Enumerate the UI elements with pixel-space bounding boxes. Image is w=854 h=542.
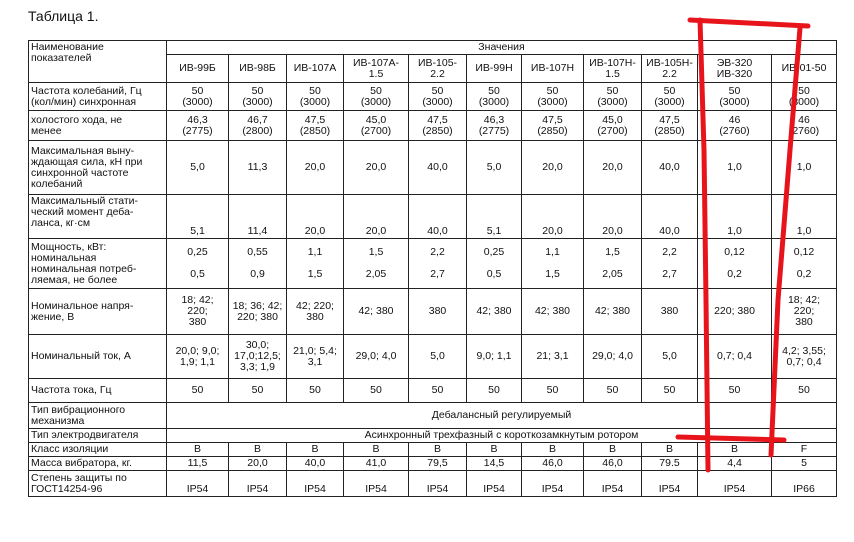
row-cell: 30,0; 17,0;12,5; 3,3; 1,9 — [229, 335, 287, 379]
model-header-cell: ИВ-107Н — [522, 55, 584, 83]
header-param: Наименование показателей — [29, 41, 167, 83]
row-cell: 45,0 (2700) — [344, 111, 409, 141]
row-cell: 1,0 — [698, 195, 772, 239]
row-cell: 41,0 — [344, 457, 409, 471]
row-cell: 11,5 — [167, 457, 229, 471]
row-cell: 20,0 — [287, 195, 344, 239]
row-cell: 50 — [409, 379, 467, 403]
row-cell: IP54 — [409, 471, 467, 497]
row-cell: 380 — [642, 289, 698, 335]
model-header-cell: ИВ-107А- 1.5 — [344, 55, 409, 83]
row-cell: 42; 380 — [522, 289, 584, 335]
row-cell: 50 — [229, 379, 287, 403]
row-cell: 0,7; 0,4 — [698, 335, 772, 379]
row-cell: 50 (3000) — [167, 83, 229, 111]
row-cell: 4,2; 3,55; 0,7; 0,4 — [772, 335, 837, 379]
row-cell: 5,1 — [167, 195, 229, 239]
row-cell: 45,0 (2700) — [584, 111, 642, 141]
row-cell: 20,0 — [229, 457, 287, 471]
row-cell: 9,0; 1,1 — [467, 335, 522, 379]
row-cell: IP54 — [167, 471, 229, 497]
row-cell: 20,0 — [522, 195, 584, 239]
row-label: холостого хода, не менее — [29, 111, 167, 141]
row-cell: B — [522, 443, 584, 457]
row-cell: B — [698, 443, 772, 457]
row-cell: IP54 — [698, 471, 772, 497]
row-cell: 50 (3000) — [698, 83, 772, 111]
row-cell: 5,0 — [642, 335, 698, 379]
row-cell: 0,55 0,9 — [229, 239, 287, 289]
row-cell: 40,0 — [287, 457, 344, 471]
table-row — [29, 83, 837, 111]
row-cell: 79.5 — [642, 457, 698, 471]
row-cell: 46 (2760) — [772, 111, 837, 141]
row-cell: 5,0 — [467, 141, 522, 195]
row-cell: 5,0 — [409, 335, 467, 379]
row-cell: 50 (3000) — [287, 83, 344, 111]
table-row — [29, 457, 837, 471]
row-cell: 29,0; 4,0 — [584, 335, 642, 379]
row-cell: 1,5 2,05 — [584, 239, 642, 289]
row-cell: 20,0 — [584, 195, 642, 239]
row-cell: 18; 42; 220; 380 — [772, 289, 837, 335]
table-row — [29, 195, 837, 239]
row-cell: 0,25 0,5 — [467, 239, 522, 289]
row-cell: 40,0 — [642, 195, 698, 239]
table-row — [29, 443, 837, 457]
table-row — [29, 379, 837, 403]
row-cell: 1,0 — [698, 141, 772, 195]
row-cell: 2,2 2,7 — [409, 239, 467, 289]
row-label: Максимальная выну- ждающая сила, кН при синхронной частоте колебаний — [29, 141, 167, 195]
row-cell: 5 — [772, 457, 837, 471]
model-header-cell: ИВ-98Б — [229, 55, 287, 83]
row-cell: 46 (2760) — [698, 111, 772, 141]
row-cell: B — [344, 443, 409, 457]
row-cell: F — [772, 443, 837, 457]
row-cell: 42; 380 — [344, 289, 409, 335]
row-cell: 20,0 — [584, 141, 642, 195]
row-cell: 50 (3000) — [584, 83, 642, 111]
specs-table — [28, 40, 837, 497]
row-cell: 46,0 — [522, 457, 584, 471]
row-cell: 47,5 (2850) — [287, 111, 344, 141]
row-cell: 42; 380 — [584, 289, 642, 335]
row-cell: 42; 220; 380 — [287, 289, 344, 335]
row-cell: 21; 3,1 — [522, 335, 584, 379]
row-cell: IP54 — [467, 471, 522, 497]
row-cell: IP54 — [584, 471, 642, 497]
model-header-cell: ЭВ-320 ИВ-320 — [698, 55, 772, 83]
row-cell: 1,1 1,5 — [522, 239, 584, 289]
merged-value: Асинхронный трехфазный с короткозамкнутым ротором — [167, 429, 837, 443]
row-cell: IP54 — [522, 471, 584, 497]
header-values: Значения — [167, 41, 837, 55]
row-cell: 1,0 — [772, 195, 837, 239]
row-label: Частота колебаний, Гц (кол/мин) синхронная — [29, 83, 167, 111]
row-cell: 47,5 (2850) — [409, 111, 467, 141]
row-cell: B — [467, 443, 522, 457]
row-cell: B — [229, 443, 287, 457]
row-cell: 50 (3000) — [229, 83, 287, 111]
row-cell: IP54 — [344, 471, 409, 497]
row-cell: 18; 42; 220; 380 — [167, 289, 229, 335]
row-cell: 380 — [409, 289, 467, 335]
row-cell: 40,0 — [409, 141, 467, 195]
row-cell: IP66 — [772, 471, 837, 497]
row-cell: 0,25 0,5 — [167, 239, 229, 289]
row-cell: 1,5 2,05 — [344, 239, 409, 289]
row-label: Номинальное напря- жение, В — [29, 289, 167, 335]
model-header-cell: ИВ-107А — [287, 55, 344, 83]
row-cell: 50 (3000) — [772, 83, 837, 111]
row-cell: 220; 380 — [698, 289, 772, 335]
table-row — [29, 111, 837, 141]
model-header-cell: ИВ-99Б — [167, 55, 229, 83]
table-row — [29, 289, 837, 335]
row-cell: 50 — [772, 379, 837, 403]
model-header-cell: ИВ-105Н- 2.2 — [642, 55, 698, 83]
red-highlight-stroke — [690, 20, 808, 26]
row-cell: 11,4 — [229, 195, 287, 239]
row-cell: 50 — [698, 379, 772, 403]
row-cell: 18; 36; 42; 220; 380 — [229, 289, 287, 335]
row-cell: 40,0 — [642, 141, 698, 195]
row-cell: 1,0 — [772, 141, 837, 195]
row-cell: 50 (3000) — [467, 83, 522, 111]
row-cell: 20,0 — [344, 195, 409, 239]
row-cell: 46,0 — [584, 457, 642, 471]
table-row — [29, 335, 837, 379]
row-label: Масса вибратора, кг. — [29, 457, 167, 471]
merged-row — [29, 403, 837, 429]
row-label: Класс изоляции — [29, 443, 167, 457]
row-cell: B — [642, 443, 698, 457]
row-cell: B — [584, 443, 642, 457]
row-label: Степень защиты по ГОСТ14254-96 — [29, 471, 167, 497]
row-cell: 50 — [167, 379, 229, 403]
row-cell: 1,1 1,5 — [287, 239, 344, 289]
row-cell: 50 — [584, 379, 642, 403]
row-cell: 46,7 (2800) — [229, 111, 287, 141]
row-cell: 50 (3000) — [409, 83, 467, 111]
row-label: Тип электродвигателя — [29, 429, 167, 443]
row-cell: IP54 — [642, 471, 698, 497]
row-cell: 2,2 2,7 — [642, 239, 698, 289]
row-cell: 50 — [522, 379, 584, 403]
row-cell: 46,3 (2775) — [467, 111, 522, 141]
row-cell: 40,0 — [409, 195, 467, 239]
row-cell: 20,0; 9,0; 1,9; 1,1 — [167, 335, 229, 379]
row-cell: 0,12 0,2 — [772, 239, 837, 289]
row-cell: 20,0 — [344, 141, 409, 195]
row-cell: 5,1 — [467, 195, 522, 239]
row-cell: B — [409, 443, 467, 457]
model-header-cell: ИВ-107Н- 1.5 — [584, 55, 642, 83]
row-cell: 42; 380 — [467, 289, 522, 335]
row-cell: 47,5 (2850) — [642, 111, 698, 141]
row-cell: B — [287, 443, 344, 457]
merged-value: Дебалансный регулируемый — [167, 403, 837, 429]
row-cell: B — [167, 443, 229, 457]
model-header-cell: ИВ-99Н — [467, 55, 522, 83]
model-header-cell: ИВ-01-50 — [772, 55, 837, 83]
row-cell: 29,0; 4,0 — [344, 335, 409, 379]
table-row — [29, 471, 837, 497]
row-label: Частота тока, Гц — [29, 379, 167, 403]
row-cell: 5,0 — [167, 141, 229, 195]
merged-row — [29, 429, 837, 443]
row-cell: 50 — [467, 379, 522, 403]
table-caption: Таблица 1. — [28, 8, 99, 24]
row-cell: 47,5 (2850) — [522, 111, 584, 141]
row-cell: 50 (3000) — [642, 83, 698, 111]
row-cell: 4,4 — [698, 457, 772, 471]
row-cell: 79,5 — [409, 457, 467, 471]
row-cell: 46,3 (2775) — [167, 111, 229, 141]
row-cell: 11,3 — [229, 141, 287, 195]
table-row — [29, 239, 837, 289]
row-cell: 50 (3000) — [522, 83, 584, 111]
row-label: Номинальный ток, А — [29, 335, 167, 379]
row-cell: 0,12 0,2 — [698, 239, 772, 289]
row-label: Тип вибрационного механизма — [29, 403, 167, 429]
row-cell: 14,5 — [467, 457, 522, 471]
table-row — [29, 141, 837, 195]
row-cell: 50 — [287, 379, 344, 403]
row-label: Максимальный стати- ческий момент деба- ланса, кг·см — [29, 195, 167, 239]
row-cell: 50 — [344, 379, 409, 403]
model-header-cell: ИВ-105- 2.2 — [409, 55, 467, 83]
row-cell: 21,0; 5,4; 3,1 — [287, 335, 344, 379]
row-cell: 50 (3000) — [344, 83, 409, 111]
row-cell: 50 — [642, 379, 698, 403]
row-cell: 20,0 — [287, 141, 344, 195]
row-cell: IP54 — [229, 471, 287, 497]
row-cell: 20,0 — [522, 141, 584, 195]
row-cell: IP54 — [287, 471, 344, 497]
row-label: Мощность, кВт: номинальная номинальная потреб- ляемая, не более — [29, 239, 167, 289]
